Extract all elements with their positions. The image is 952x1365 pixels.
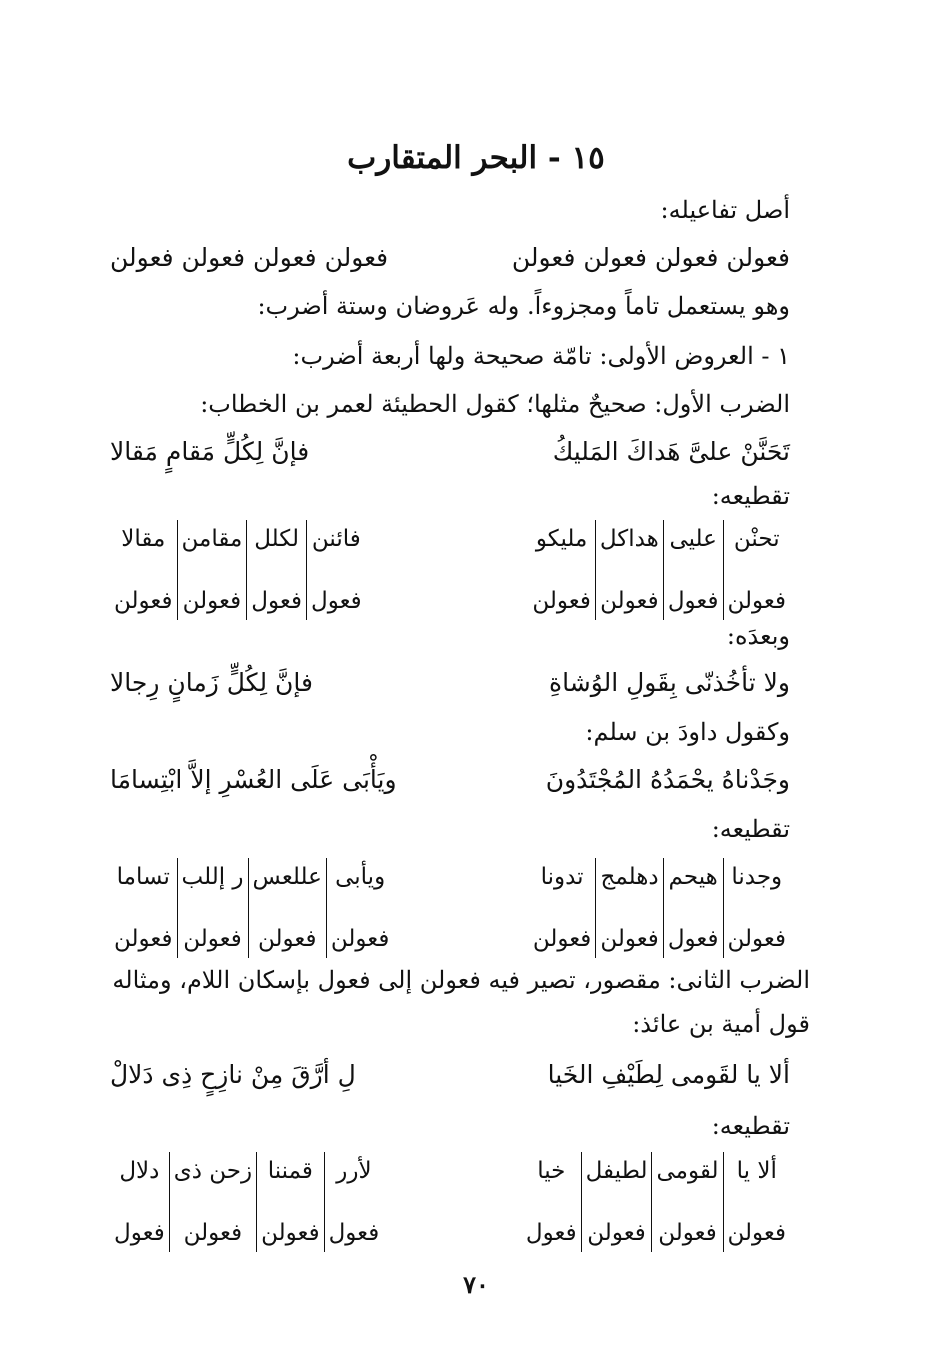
dawud-line: وكقول داودَ بن سلم: [585, 718, 790, 746]
scansion-cell [247, 520, 307, 620]
scansion-foot: فعولن [727, 1220, 786, 1246]
scansion-cell [724, 1152, 791, 1252]
verse-4 [110, 1060, 790, 1100]
scansion-cell [110, 1152, 170, 1252]
scansion-heading: تقطيعه: [711, 1112, 790, 1140]
scansion-cell [249, 858, 327, 958]
scansion-syllables: ويأبى [335, 864, 386, 890]
scansion-cell [522, 1152, 582, 1252]
scansion-cell [596, 858, 664, 958]
scansion-cell [652, 1152, 723, 1252]
verse-3-first-half: وجَدْناهُ يحْمَدُهُ المُجْتَدُونَ [545, 765, 790, 794]
scansion-cell [596, 520, 664, 620]
scansion-syllables: لكلل [254, 526, 300, 552]
scansion-syllables: دهلمج [600, 864, 659, 890]
scansion-foot: فعولن [330, 926, 390, 952]
scansion-cell [170, 1152, 257, 1252]
scansion-heading: تقطيعه: [711, 482, 790, 510]
scansion-syllables: عليى [669, 526, 717, 552]
scansion-cell [110, 520, 178, 620]
scansion-table-2 [110, 858, 790, 968]
scansion-cell [724, 520, 791, 620]
scansion-foot: فعولن [261, 1220, 320, 1246]
verse-2 [110, 668, 790, 708]
scansion-3-first-half [522, 1152, 790, 1262]
scansion-syllables: عللعس [252, 864, 322, 890]
verse-4-first-half: ألا يا لقَومى لِطَيْفِ الخَيا [547, 1060, 790, 1089]
scansion-cell [529, 858, 597, 958]
scansion-syllables: زحن ذى [173, 1158, 253, 1184]
baadah-line: وبعدَه: [726, 622, 790, 650]
scansion-syllables: فائنن [311, 526, 361, 552]
scansion-syllables: مقالا [121, 526, 166, 552]
scansion-foot: فعول [310, 588, 362, 614]
scansion-foot: فعولن [257, 926, 317, 952]
scansion-foot: فعولن [532, 926, 592, 952]
scansion-foot: فعولن [600, 588, 659, 614]
scansion-foot: فعولن [532, 588, 591, 614]
scansion-cell [327, 858, 394, 958]
scansion-syllables: تساما [116, 864, 170, 890]
second-darb-line-2: قول أمية بن عائذ: [632, 1010, 810, 1038]
scansion-foot: فعولن [658, 1220, 717, 1246]
scansion-foot: فعولن [114, 588, 173, 614]
verse-3-second-half: ويَأْبَى عَلَى العُسْرِ إلاَّ ابْتِسامَا [110, 765, 397, 794]
scansion-cell [528, 520, 596, 620]
scansion-heading: تقطيعه: [711, 815, 790, 843]
meter-first-half: فعولن فعولن فعولن فعولن [511, 243, 790, 272]
scansion-cell [325, 1152, 384, 1252]
verse-3 [110, 765, 790, 805]
scansion-cell [110, 858, 178, 958]
scansion-foot: فعولن [587, 1220, 646, 1246]
scansion-table-3 [110, 1152, 790, 1262]
scansion-foot: فعول [114, 1220, 165, 1246]
verse-4-second-half: لِ أرَّقَ مِنْ نازِحٍ ذِى دَلالْ [110, 1060, 356, 1089]
scansion-cell [724, 858, 791, 958]
scansion-1-first-half [528, 520, 790, 630]
scansion-syllables: لطيفل [585, 1158, 648, 1184]
page-title: ١٥ - البحر المتقارب [347, 140, 605, 176]
scansion-foot: فعولن [727, 588, 786, 614]
scansion-syllables: خيا [537, 1158, 566, 1184]
scansion-cell [582, 1152, 653, 1252]
scansion-foot: فعولن [182, 588, 242, 614]
scansion-foot: فعولن [183, 1220, 243, 1246]
scansion-cell [178, 858, 249, 958]
scansion-syllables: دلال [119, 1158, 160, 1184]
scansion-cell [178, 520, 248, 620]
scansion-cell [664, 858, 724, 958]
scansion-foot: فعولن [600, 926, 659, 952]
verse-2-first-half: ولا تأخُذنّى بِقَولِ الوُشاةِ [549, 668, 790, 697]
scansion-foot: فعول [667, 926, 719, 952]
scansion-syllables: ألا يا [736, 1158, 777, 1184]
scansion-syllables: تحنْن [733, 526, 780, 552]
scansion-syllables: مليكو [535, 526, 588, 552]
scansion-syllables: وجدنا [731, 864, 783, 890]
scansion-foot: فعولن [727, 926, 786, 952]
scansion-syllables: هداكل [599, 526, 659, 552]
scansion-syllables: مقامن [181, 526, 243, 552]
scansion-syllables: لقومى [656, 1158, 719, 1184]
second-darb-line-1: الضرب الثانى: مقصور، تصير فيه فعولن إلى فعول بإسكان اللام، ومثاله [112, 966, 810, 994]
usage-line: وهو يستعمل تاماً ومجزوءاً. وله عَروضان وستة أضرب: [257, 292, 790, 320]
scansion-cell [307, 520, 366, 620]
page-number: ٧٠ [463, 1270, 489, 1299]
scansion-1-second-half [110, 520, 366, 630]
scansion-3-second-half [110, 1152, 383, 1262]
verse-1 [110, 437, 790, 477]
verse-1-second-half: فإنَّ لِكُلٍّ مَقامٍ مَقالا [110, 437, 310, 466]
scansion-syllables: ر إللب [181, 864, 244, 890]
scansion-foot: فعول [667, 588, 719, 614]
scansion-syllables: هيحم [668, 864, 718, 890]
scansion-cell [664, 520, 724, 620]
scansion-syllables: لأرر [336, 1158, 372, 1184]
scansion-table-1 [110, 520, 790, 630]
scansion-foot: فعول [251, 588, 302, 614]
scansion-foot: فعولن [183, 926, 242, 952]
scansion-syllables: تدونا [540, 864, 584, 890]
scansion-syllables: قمننا [267, 1158, 313, 1184]
scansion-foot: فعول [525, 1220, 577, 1246]
verse-2-second-half: فإنَّ لِكُلٍّ زَمانٍ رِجالا [110, 668, 313, 697]
first-arud-line: ١ - العروض الأولى: تامّة صحيحة ولها أربعة أضرب: [292, 342, 790, 370]
scansion-foot: فعول [328, 1220, 380, 1246]
scansion-2-second-half [110, 858, 393, 968]
asl-line: أصل تفاعيله: [660, 196, 790, 224]
scansion-cell [257, 1152, 325, 1252]
scansion-2-first-half [529, 858, 790, 968]
scansion-foot: فعولن [114, 926, 173, 952]
first-darb-line: الضرب الأول: صحيحٌ مثلها؛ كقول الحطيئة لعمر بن الخطاب: [200, 390, 790, 418]
meter-second-half: فعولن فعولن فعولن فعولن [110, 243, 389, 272]
meter-line [110, 243, 790, 283]
verse-1-first-half: تَحَنَّنْ علىَّ هَداكَ المَليكُ [552, 437, 790, 466]
